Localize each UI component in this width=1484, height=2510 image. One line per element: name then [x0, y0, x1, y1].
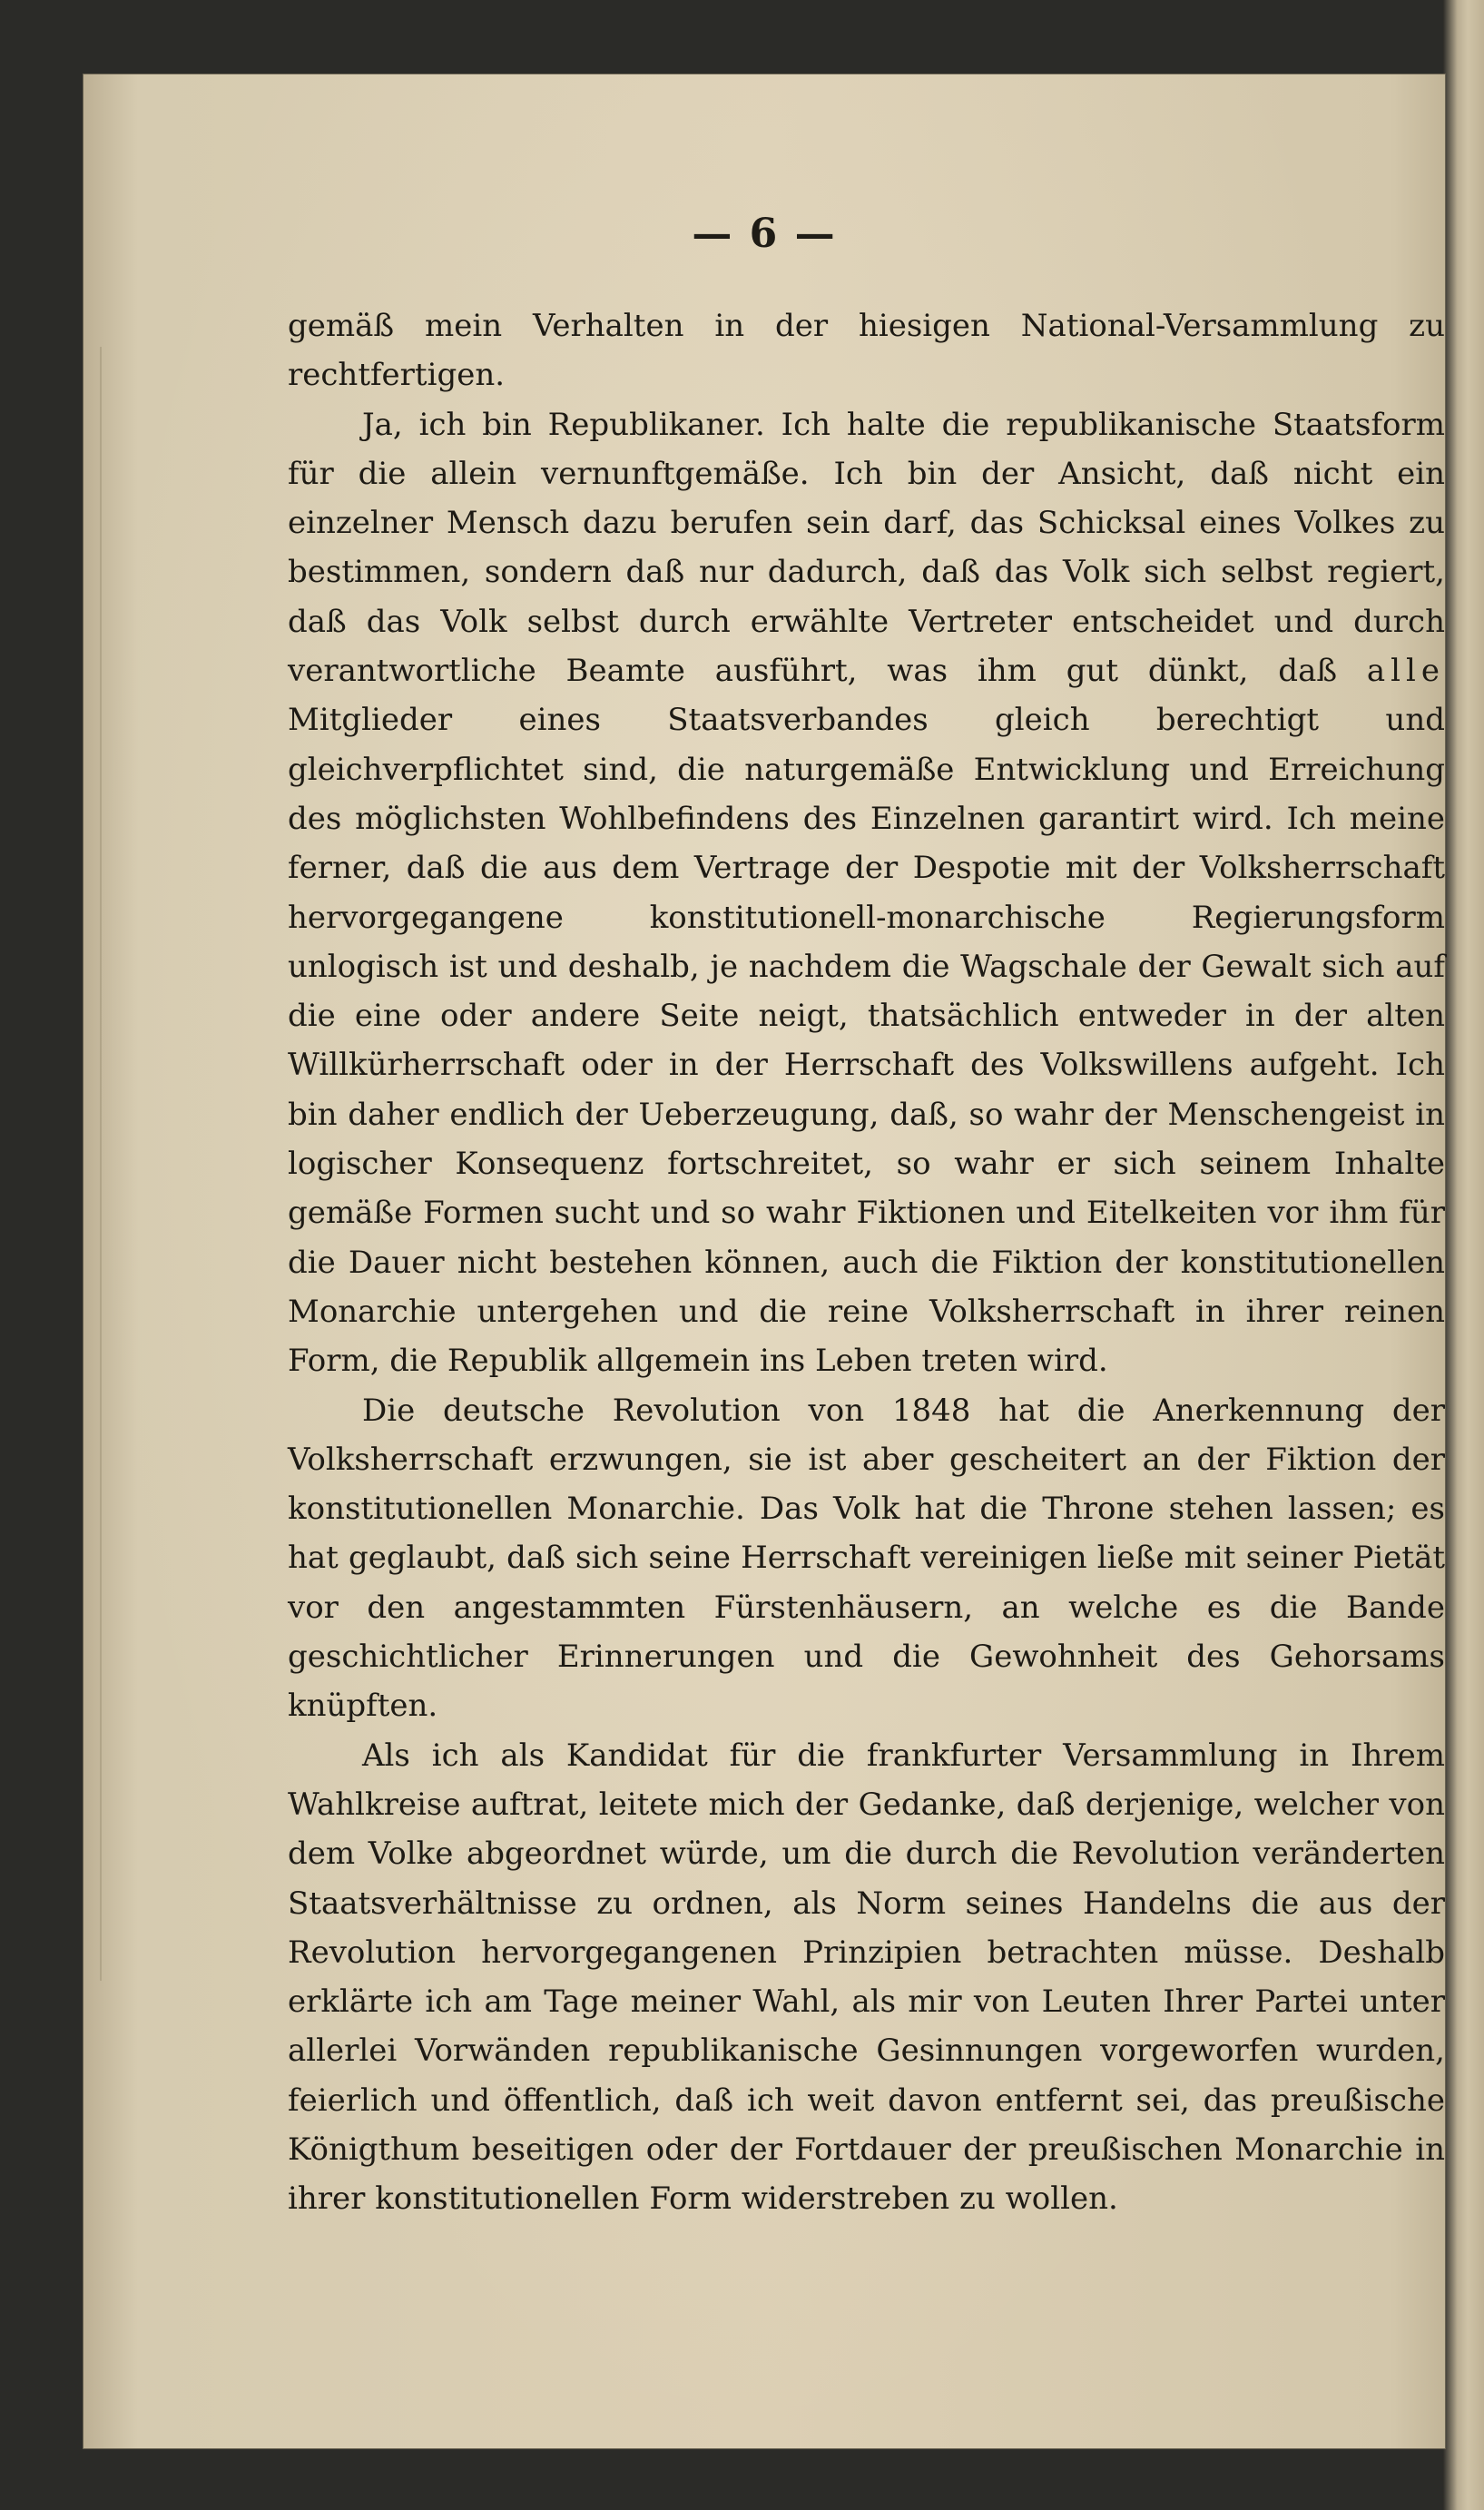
gutter-shadow [100, 347, 107, 1981]
book-page [84, 74, 1445, 2448]
paragraph-republican-creed [288, 400, 1445, 1386]
paragraph-text-before: Ja, ich bin Republikaner. Ich halte die republikanische Staatsform für die allein vernunftgemäße. Ich bin der Ansicht, daß nicht ein einzelner Mensch dazu berufen sein darf, das Schicksal eines Volkes zu bestimmen, sondern daß nur dadurch, daß das Volk sich selbst regiert, daß das Volk selbst durch erwählte Vertreter entscheidet und durch verantwortliche Beamte ausführt, was ihm gut dünkt, daß [288, 406, 1445, 690]
paragraph-text-after: Mitglieder eines Staatsverbandes gleich berechtigt und gleichverpflichtet sind, die naturgemäße Entwicklung und Erreichung des möglichsten Wohlbefindens des Einzelnen garantirt wird. Ich meine ferner, daß die aus dem Vertrage der Despotie mit der Volksherrschaft hervorgegangene konstitutionell-monarchische Regierungsform unlogisch ist und deshalb, je nachdem die Wagschale der Gewalt sich auf die eine oder andere Seite neigt, thatsächlich entweder in der alten Willkürherrschaft oder in der Herrschaft des Volkswillens aufgeht. Ich bin daher endlich der Ueberzeugung, daß, so wahr der Menschengeist in logischer Konsequenz fortschreitet, so wahr er sich seinem Inhalte gemäße Formen sucht und so wahr Fiktionen und Eitelkeiten vor ihm für die Dauer nicht bestehen können, auch die Fiktion der konstitutionellen Monarchie untergehen und die reine Volksherrschaft in ihrer reinen Form, die Republik allgemein ins Leben treten wird. [288, 702, 1445, 1380]
page-number: — 6 — [692, 211, 837, 257]
facing-page-edge [1443, 0, 1484, 2510]
emphasized-word: alle [1366, 653, 1445, 690]
paragraph-revolution-1848: Die deutsche Revolution von 1848 hat die Anerkennung der Volksherrschaft erzwungen, sie ist aber gescheitert an der Fiktion der konstitutionellen Monarchie. Das Volk hat die Throne stehen lassen; es hat geglaubt, daß sich seine Herrschaft vereinigen ließe mit seiner Pietät vor den angestammten Fürstenhäusern, an welche es die Bande geschichtlicher Erinnerungen und die Gewohnheit des Gehorsams knüpften. [288, 1392, 1445, 1725]
body-text [288, 301, 1445, 2224]
paragraph-candidacy: Als ich als Kandidat für die frankfurter Versammlung in Ihrem Wahlkreise auftrat, leitete mich der Gedanke, daß derjenige, welcher von dem Volke abgeordnet würde, um die durch die Revolution veränderten Staatsverhältnisse zu ordnen, als Norm seines Handelns die aus der Revolution hervorgegangenen Prinzipien betrachten müsse. Deshalb erklärte ich am Tage meiner Wahl, als mir von Leuten Ihrer Partei unter allerlei Vorwänden republikanische Gesinnungen vorgeworfen wurden, feierlich und öffentlich, daß ich weit davon entfernt sei, das preußische Königthum beseitigen oder der Fortdauer der preußischen Monarchie in ihrer konstitutionellen Form widerstreben zu wollen. [288, 1737, 1445, 2218]
paragraph-continuation: gemäß mein Verhalten in der hiesigen National-Versammlung zu rechtfertigen. [288, 308, 1445, 394]
